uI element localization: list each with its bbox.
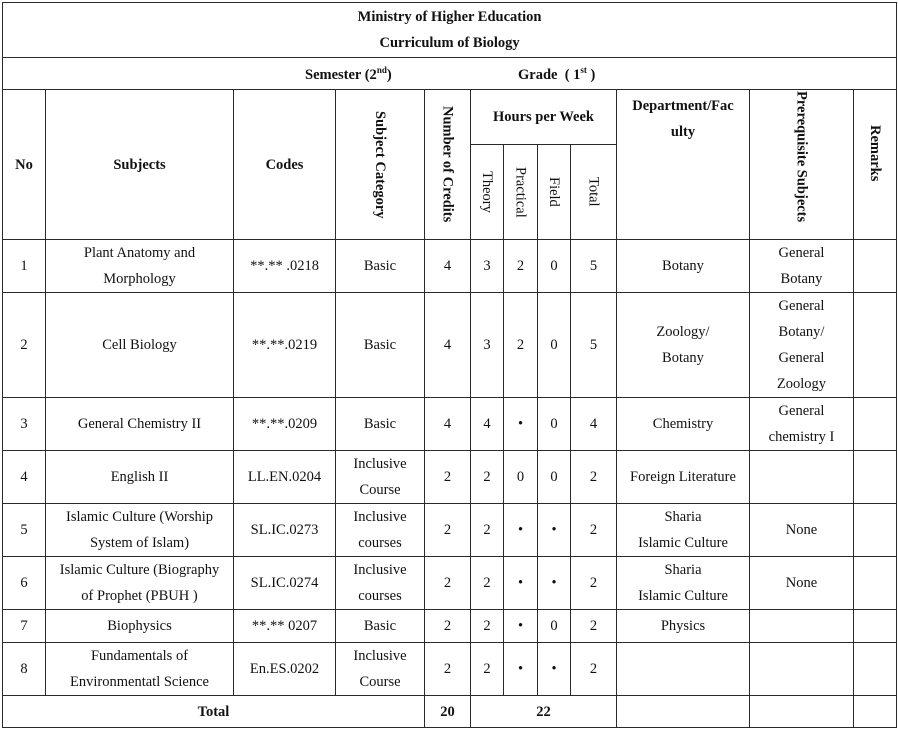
cell-prerequisite: General Botany/ General Zoology xyxy=(750,293,854,398)
cell-no: 2 xyxy=(3,293,46,398)
header-total: Total xyxy=(571,145,617,240)
totals-prerequisite xyxy=(750,696,854,728)
totals-credits: 20 xyxy=(425,696,471,728)
cell-subject: Biophysics xyxy=(46,610,234,643)
totals-remarks xyxy=(854,696,897,728)
table-row xyxy=(3,610,897,643)
column-header-row xyxy=(3,90,897,145)
cell-theory: 2 xyxy=(471,643,504,696)
cell-category: Inclusive Course xyxy=(336,643,425,696)
header-subject-category: Subject Category xyxy=(336,90,425,240)
cell-prerequisite xyxy=(750,643,854,696)
cell-department: Botany xyxy=(617,240,750,293)
cell-remarks xyxy=(854,240,897,293)
cell-category: Inclusive Course xyxy=(336,451,425,504)
cell-subject: General Chemistry II xyxy=(46,398,234,451)
cell-field: 0 xyxy=(538,610,571,643)
cell-remarks xyxy=(854,610,897,643)
cell-credits: 2 xyxy=(425,610,471,643)
cell-code: LL.EN.0204 xyxy=(234,451,336,504)
cell-total: 2 xyxy=(571,557,617,610)
cell-total: 2 xyxy=(571,643,617,696)
header-subjects: Subjects xyxy=(46,90,234,240)
cell-remarks xyxy=(854,293,897,398)
cell-category: Basic xyxy=(336,240,425,293)
table-row xyxy=(3,451,897,504)
curriculum-title: Curriculum of Biology xyxy=(379,35,520,51)
cell-total: 5 xyxy=(571,240,617,293)
semester-label: Semester (2nd) xyxy=(305,65,392,83)
cell-subject: English II xyxy=(46,451,234,504)
cell-credits: 4 xyxy=(425,240,471,293)
cell-field: 0 xyxy=(538,398,571,451)
cell-total: 2 xyxy=(571,504,617,557)
cell-practical: 2 xyxy=(504,293,538,398)
cell-total: 2 xyxy=(571,451,617,504)
cell-category: Inclusive courses xyxy=(336,504,425,557)
cell-department: Chemistry xyxy=(617,398,750,451)
cell-category: Basic xyxy=(336,398,425,451)
cell-practical: • xyxy=(504,504,538,557)
totals-label: Total xyxy=(3,696,425,728)
cell-remarks xyxy=(854,557,897,610)
cell-subject: Cell Biology xyxy=(46,293,234,398)
cell-field: 0 xyxy=(538,240,571,293)
cell-subject: Fundamentals of Environmentatl Science xyxy=(46,643,234,696)
cell-prerequisite: General chemistry I xyxy=(750,398,854,451)
cell-field: • xyxy=(538,504,571,557)
header-department-faculty: Department/Fac ulty xyxy=(617,90,750,240)
ministry-title: Ministry of Higher Education xyxy=(357,9,542,25)
cell-prerequisite xyxy=(750,610,854,643)
table-row xyxy=(3,293,897,398)
cell-no: 1 xyxy=(3,240,46,293)
cell-subject: Plant Anatomy and Morphology xyxy=(46,240,234,293)
cell-prerequisite: General Botany xyxy=(750,240,854,293)
cell-code: SL.IC.0273 xyxy=(234,504,336,557)
cell-code: SL.IC.0274 xyxy=(234,557,336,610)
table-row xyxy=(3,504,897,557)
table-row xyxy=(3,398,897,451)
header-theory: Theory xyxy=(471,145,504,240)
cell-subject: Islamic Culture (Worship System of Islam) xyxy=(46,504,234,557)
cell-practical: • xyxy=(504,557,538,610)
cell-department: Sharia Islamic Culture xyxy=(617,504,750,557)
totals-hours: 22 xyxy=(471,696,617,728)
cell-code: **.** .0218 xyxy=(234,240,336,293)
cell-theory: 2 xyxy=(471,504,504,557)
cell-field: 0 xyxy=(538,293,571,398)
cell-total: 2 xyxy=(571,610,617,643)
title-row xyxy=(3,3,897,58)
cell-theory: 2 xyxy=(471,451,504,504)
header-prerequisite-subjects: Prerequisite Subjects xyxy=(750,90,854,240)
cell-practical: 2 xyxy=(504,240,538,293)
cell-theory: 3 xyxy=(471,293,504,398)
header-field: Field xyxy=(538,145,571,240)
cell-field: • xyxy=(538,557,571,610)
cell-field: • xyxy=(538,643,571,696)
cell-department: Foreign Literature xyxy=(617,451,750,504)
cell-practical: • xyxy=(504,610,538,643)
cell-remarks xyxy=(854,398,897,451)
cell-department: Sharia Islamic Culture xyxy=(617,557,750,610)
cell-prerequisite: None xyxy=(750,557,854,610)
cell-theory: 2 xyxy=(471,610,504,643)
cell-credits: 4 xyxy=(425,398,471,451)
grade-label: Grade ( 1st ) xyxy=(518,65,596,83)
cell-no: 7 xyxy=(3,610,46,643)
cell-no: 5 xyxy=(3,504,46,557)
cell-no: 4 xyxy=(3,451,46,504)
header-remarks: Remarks xyxy=(854,90,897,240)
cell-code: **.** 0207 xyxy=(234,610,336,643)
cell-theory: 4 xyxy=(471,398,504,451)
cell-theory: 3 xyxy=(471,240,504,293)
cell-category: Basic xyxy=(336,610,425,643)
totals-row xyxy=(3,696,897,728)
cell-practical: 0 xyxy=(504,451,538,504)
cell-prerequisite: None xyxy=(750,504,854,557)
cell-category: Basic xyxy=(336,293,425,398)
cell-total: 5 xyxy=(571,293,617,398)
cell-credits: 4 xyxy=(425,293,471,398)
cell-field: 0 xyxy=(538,451,571,504)
cell-category: Inclusive courses xyxy=(336,557,425,610)
cell-department: Zoology/ Botany xyxy=(617,293,750,398)
cell-total: 4 xyxy=(571,398,617,451)
totals-department xyxy=(617,696,750,728)
cell-department: Physics xyxy=(617,610,750,643)
cell-credits: 2 xyxy=(425,504,471,557)
cell-remarks xyxy=(854,643,897,696)
cell-remarks xyxy=(854,504,897,557)
header-no: No xyxy=(3,90,46,240)
cell-prerequisite xyxy=(750,451,854,504)
cell-no: 6 xyxy=(3,557,46,610)
cell-credits: 2 xyxy=(425,643,471,696)
table-title xyxy=(3,3,897,58)
cell-code: **.**.0219 xyxy=(234,293,336,398)
table-row xyxy=(3,557,897,610)
cell-subject: Islamic Culture (Biography of Prophet (PBUH ) xyxy=(46,557,234,610)
cell-no: 8 xyxy=(3,643,46,696)
cell-credits: 2 xyxy=(425,557,471,610)
semester-grade-cell xyxy=(3,58,897,90)
table-row xyxy=(3,643,897,696)
header-number-of-credits: Number of Credits xyxy=(425,90,471,240)
header-hours-per-week: Hours per Week xyxy=(471,90,617,145)
cell-code: En.ES.0202 xyxy=(234,643,336,696)
header-codes: Codes xyxy=(234,90,336,240)
cell-practical: • xyxy=(504,643,538,696)
cell-theory: 2 xyxy=(471,557,504,610)
cell-code: **.**.0209 xyxy=(234,398,336,451)
header-practical: Practical xyxy=(504,145,538,240)
table-row xyxy=(3,240,897,293)
cell-department xyxy=(617,643,750,696)
cell-credits: 2 xyxy=(425,451,471,504)
semester-row xyxy=(3,58,897,90)
cell-practical: • xyxy=(504,398,538,451)
curriculum-table xyxy=(2,2,897,728)
cell-no: 3 xyxy=(3,398,46,451)
cell-remarks xyxy=(854,451,897,504)
